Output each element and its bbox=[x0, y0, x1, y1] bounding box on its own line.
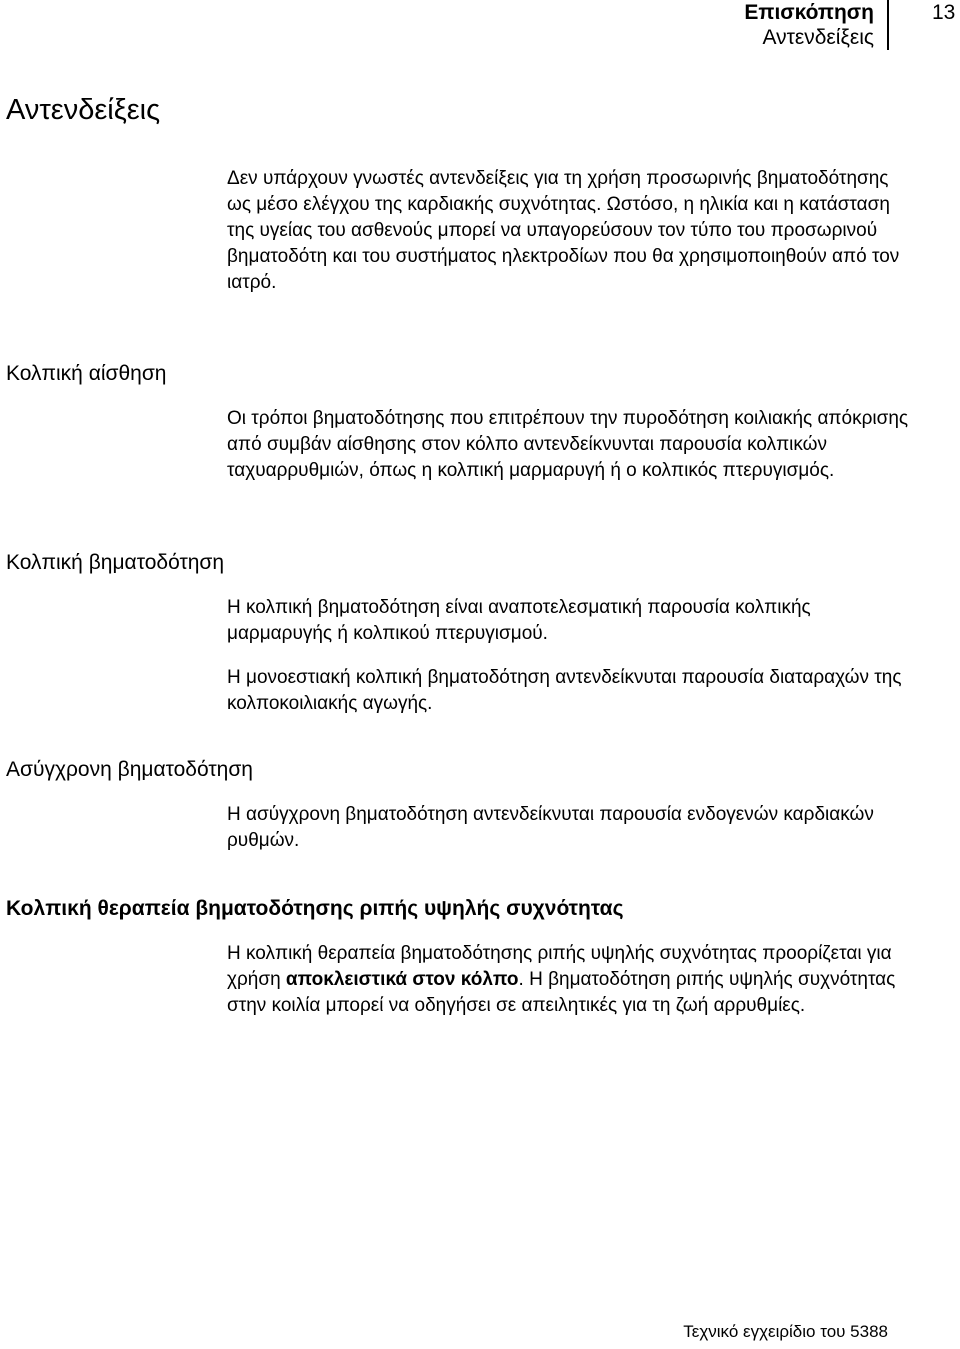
page-footer: Τεχνικό εγχειρίδιο του 5388 bbox=[683, 1322, 888, 1341]
paragraph-atrial-sensing: Οι τρόποι βηματοδότησης που επιτρέπουν την πυροδότηση κοιλιακής απόκρισης από συμβάν αίσθησης στον κόλπο αντενδείκνυνται παρουσία κολπικών ταχυαρρυθμιών, όπως η κολπική μαρμαρυγή ή ο κολπικός πτερυγισμός. bbox=[227, 408, 909, 481]
paragraph-high-rate-burst-pacing bbox=[227, 941, 927, 1019]
heading-atrial-pacing: Κολπική βηματοδότηση bbox=[6, 551, 225, 574]
page-number: 13 bbox=[932, 1, 956, 24]
page-title: Αντενδείξεις bbox=[6, 94, 161, 126]
burst-text-before: Η κολπική θεραπεία βηματοδότησης ριπής υψηλής συχνότητας προορίζεται για χρήση bbox=[227, 943, 892, 990]
burst-text-emphasis: αποκλειστικά στον κόλπο bbox=[285, 969, 519, 990]
header-divider bbox=[887, 0, 889, 50]
paragraph-atrial-pacing-1: Η κολπική βηματοδότηση είναι αναποτελεσματική παρουσία κολπικής μαρμαρυγής ή κολπικού πτερυγισμού. bbox=[227, 597, 811, 644]
page-header bbox=[0, 0, 960, 60]
paragraph-asynchronous-pacing: Η ασύγχρονη βηματοδότηση αντενδείκνυται παρουσία ενδογενών καρδιακών ρυθμών. bbox=[227, 804, 874, 851]
intro-paragraph: Δεν υπάρχουν γνωστές αντενδείξεις για τη χρήση προσωρινής βηματοδότησης ως μέσο ελέγχου της καρδιακής συχνότητας. Ωστόσο, η ηλικία και η κατάσταση της υγείας του ασθενούς μπορεί να υπαγορεύσουν τον τύπο του προσωρινού βηματοδότη και του συστήματος ηλεκτροδίων που θα χρησιμοποιηθούν από τον ιατρό. bbox=[227, 168, 900, 293]
heading-atrial-sensing: Κολπική αίσθηση bbox=[6, 362, 167, 385]
burst-text-after: . Η βηματοδότηση ριπής υψηλής συχνότητας στην κοιλία μπορεί να οδηγήσει σε απειλητικές για τη ζωή αρρυθμίες. bbox=[227, 969, 896, 1016]
heading-high-rate-burst-pacing: Κολπική θεραπεία βηματοδότησης ριπής υψηλής συχνότητας bbox=[6, 897, 624, 920]
heading-asynchronous-pacing: Ασύγχρονη βηματοδότηση bbox=[6, 758, 253, 781]
paragraph-atrial-pacing-2: Η μονοεστιακή κολπική βηματοδότηση αντενδείκνυται παρουσία διαταραχών της κολποκοιλιακής αγωγής. bbox=[227, 667, 902, 714]
header-subsection-title: Αντενδείξεις bbox=[762, 26, 874, 49]
header-section-title: Επισκόπηση bbox=[744, 1, 874, 24]
